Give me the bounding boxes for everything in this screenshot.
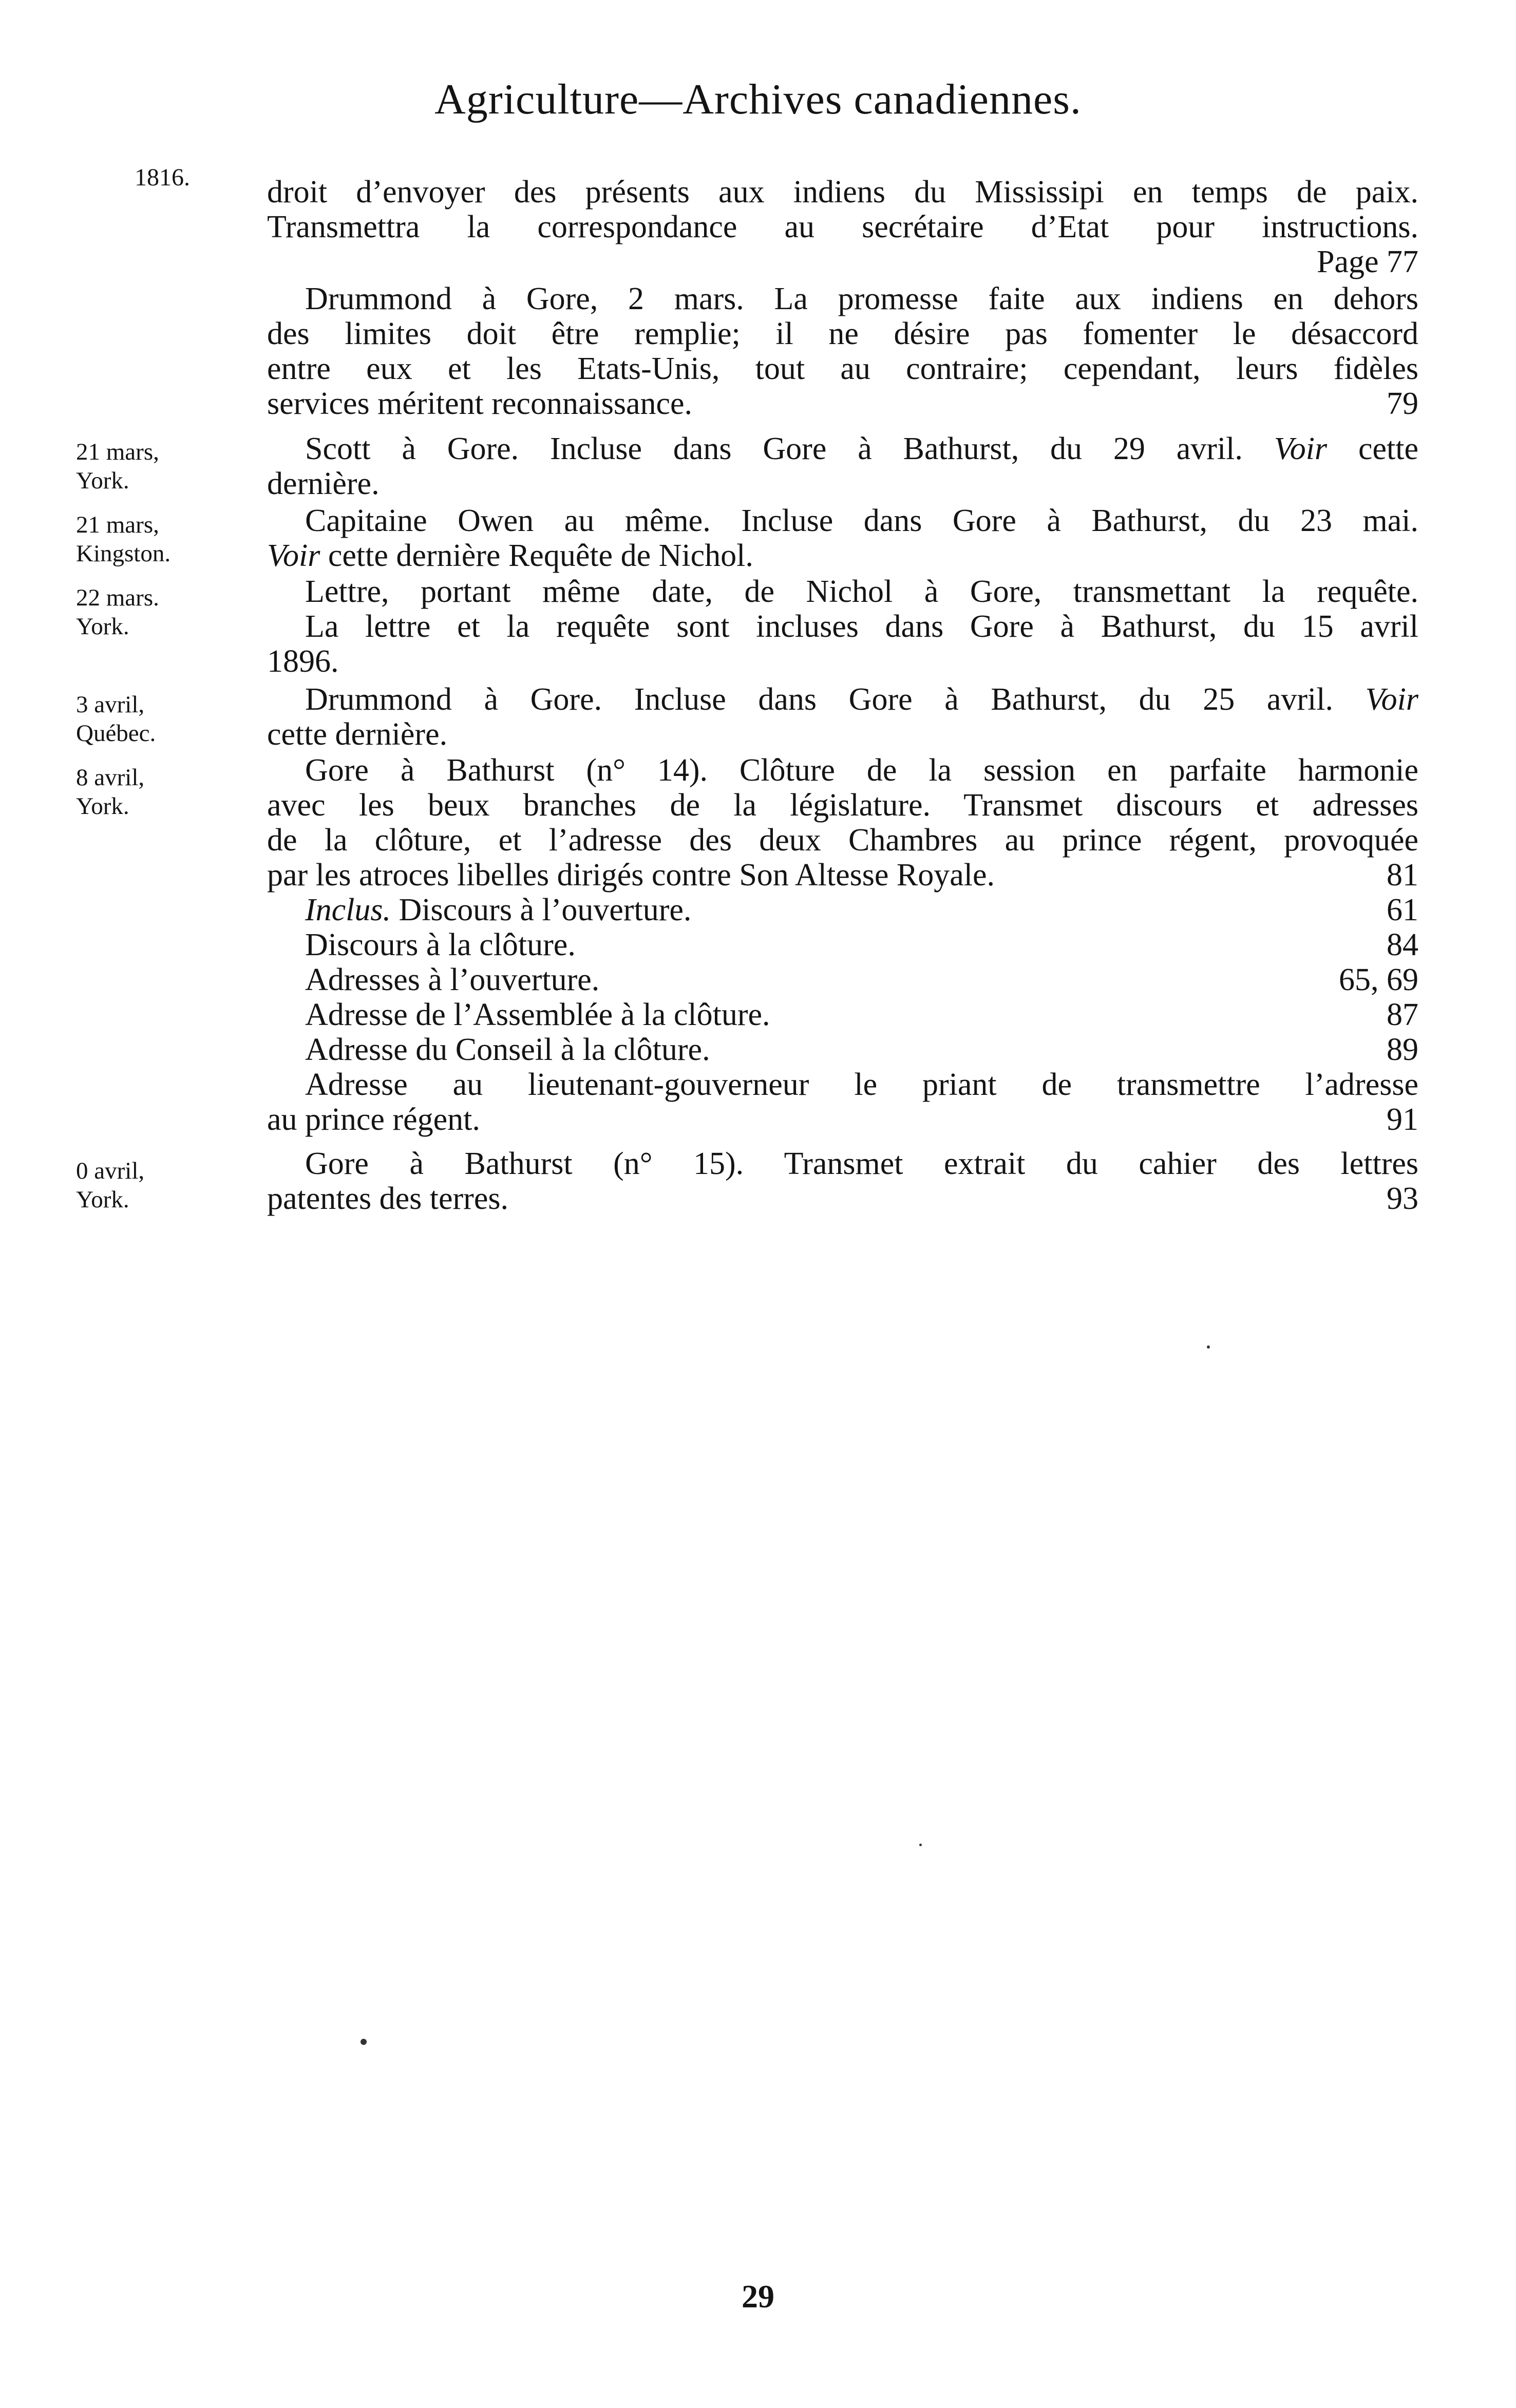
entry-drummond-gore [267, 281, 1418, 421]
date-place: York. [76, 1186, 129, 1213]
entry-line: Adresse au lieutenant-gouverneur le priant de transmettre l’adresse [305, 1067, 1418, 1102]
date-day: 8 avril, [76, 764, 145, 791]
entry-line: cette dernière. [267, 717, 448, 752]
entry-text: Drummond à Gore. Incluse dans Gore à Bathurst, du 25 avril. [305, 682, 1334, 717]
entry-text: Discours à la clôture. [305, 927, 576, 962]
entry-italic: Voir [267, 538, 320, 573]
ink-speck [1207, 1345, 1210, 1349]
entry-text: cette dernière Requête de Nichol. [320, 538, 753, 573]
entry-line: Transmettra la correspondance au secrétaire d’Etat pour instructions. [267, 210, 1418, 244]
entry-nichol-letter [267, 574, 1418, 679]
ink-speck [361, 2039, 367, 2045]
page-reference: 89 [1387, 1032, 1418, 1067]
page-reference: 91 [1387, 1102, 1418, 1137]
entry-text: patentes des terres. [267, 1181, 508, 1216]
date-place: Kingston. [76, 540, 171, 567]
entry-italic: Voir [1365, 682, 1419, 717]
entry-line: droit d’envoyer des présents aux indiens du Mississipi en temps de paix. [267, 175, 1418, 210]
entry-line [267, 962, 1418, 997]
entry-line [267, 1102, 1418, 1137]
entry-text: par les atroces libelles dirigés contre Son Altesse Royale. [267, 858, 995, 893]
entry-date [76, 690, 245, 748]
entry-line: Drummond à Gore, 2 mars. La promesse faite aux indiens en dehors [305, 281, 1418, 316]
date-place: York. [76, 467, 129, 494]
entry-date [76, 510, 245, 568]
entry-line: des limites doit être remplie; il ne désire pas fomenter le désaccord [267, 316, 1418, 351]
date-day: 21 mars, [76, 439, 159, 465]
entry-line: Lettre, portant même date, de Nichol à Gore, transmettant la requête. [305, 574, 1418, 609]
entry-line: avec les beux branches de la législature. Transmet discours et adresses [267, 788, 1418, 823]
entry-text: Adresse du Conseil à la clôture. [305, 1032, 710, 1067]
entry-date [76, 763, 245, 821]
entry-date [76, 438, 245, 495]
entry-text: Scott à Gore. Incluse dans Gore à Bathurst, du 29 avril. [305, 431, 1243, 466]
date-day: 3 avril, [76, 691, 145, 718]
entry-text: Discours à l’ouverture. [391, 893, 692, 927]
date-place: York. [76, 613, 129, 640]
entry-text: Adresses à l’ouverture. [305, 962, 600, 997]
page-reference: 87 [1387, 997, 1418, 1032]
entry-drummond-quebec [267, 682, 1418, 752]
entry-line [267, 893, 1418, 927]
date-place: York. [76, 793, 129, 820]
page-reference: 93 [1387, 1181, 1418, 1216]
entry-italic: Inclus. [305, 893, 391, 927]
running-header: Agriculture—Archives canadiennes. [434, 75, 1082, 123]
entry-text: services méritent reconnaissance. [267, 386, 693, 421]
entry-owen [267, 503, 1418, 573]
date-day: 21 mars, [76, 511, 159, 538]
entry-line [267, 538, 1418, 573]
entry-line [267, 858, 1418, 893]
entry-continuation [267, 175, 1418, 279]
entry-line: Gore à Bathurst (n° 14). Clôture de la session en parfaite harmonie [305, 753, 1418, 788]
entry-line [267, 1032, 1418, 1067]
page-reference: 65, 69 [1339, 962, 1418, 997]
page-number: 29 [742, 2278, 774, 2315]
entry-text: Adresse de l’Assemblée à la clôture. [305, 997, 770, 1032]
entry-scott-gore [267, 431, 1418, 501]
entry-line [267, 927, 1418, 962]
entry-line: Gore à Bathurst (n° 15). Transmet extrait du cahier des lettres [305, 1146, 1418, 1181]
page-reference: Page 77 [1316, 244, 1418, 279]
date-place: Québec. [76, 720, 156, 747]
entry-line: Capitaine Owen au même. Incluse dans Gore à Bathurst, du 23 mai. [305, 503, 1418, 538]
date-day: 0 avril, [76, 1158, 145, 1184]
entry-date [76, 583, 245, 641]
year-label: 1816. [135, 164, 190, 191]
entry-date [76, 1156, 245, 1214]
entry-text: cette [1327, 431, 1419, 466]
entry-line: de la clôture, et l’adresse des deux Chambres au prince régent, provoquée [267, 823, 1418, 858]
page-reference: 84 [1387, 927, 1418, 962]
date-day: 22 mars. [76, 584, 159, 611]
entry-gore-bathurst-15 [267, 1146, 1418, 1216]
entry-line: 1896. [267, 644, 339, 679]
entry-line: dernière. [267, 466, 380, 501]
entry-line: entre eux et les Etats-Unis, tout au contraire; cependant, leurs fidèles [267, 351, 1418, 386]
page-reference: 81 [1387, 858, 1418, 893]
page-reference: 61 [1387, 893, 1418, 927]
entry-gore-bathurst-14 [267, 753, 1418, 1137]
entry-line [267, 431, 1418, 466]
page-reference: 79 [1387, 386, 1418, 421]
entry-line: La lettre et la requête sont incluses dans Gore à Bathurst, du 15 avril [305, 609, 1418, 644]
entry-line [267, 1181, 1418, 1216]
entry-line [267, 682, 1418, 717]
entry-text: au prince régent. [267, 1102, 480, 1137]
ink-speck [919, 1844, 922, 1846]
entry-line [267, 997, 1418, 1032]
entry-italic: Voir [1274, 431, 1328, 466]
entry-line [267, 386, 1418, 421]
